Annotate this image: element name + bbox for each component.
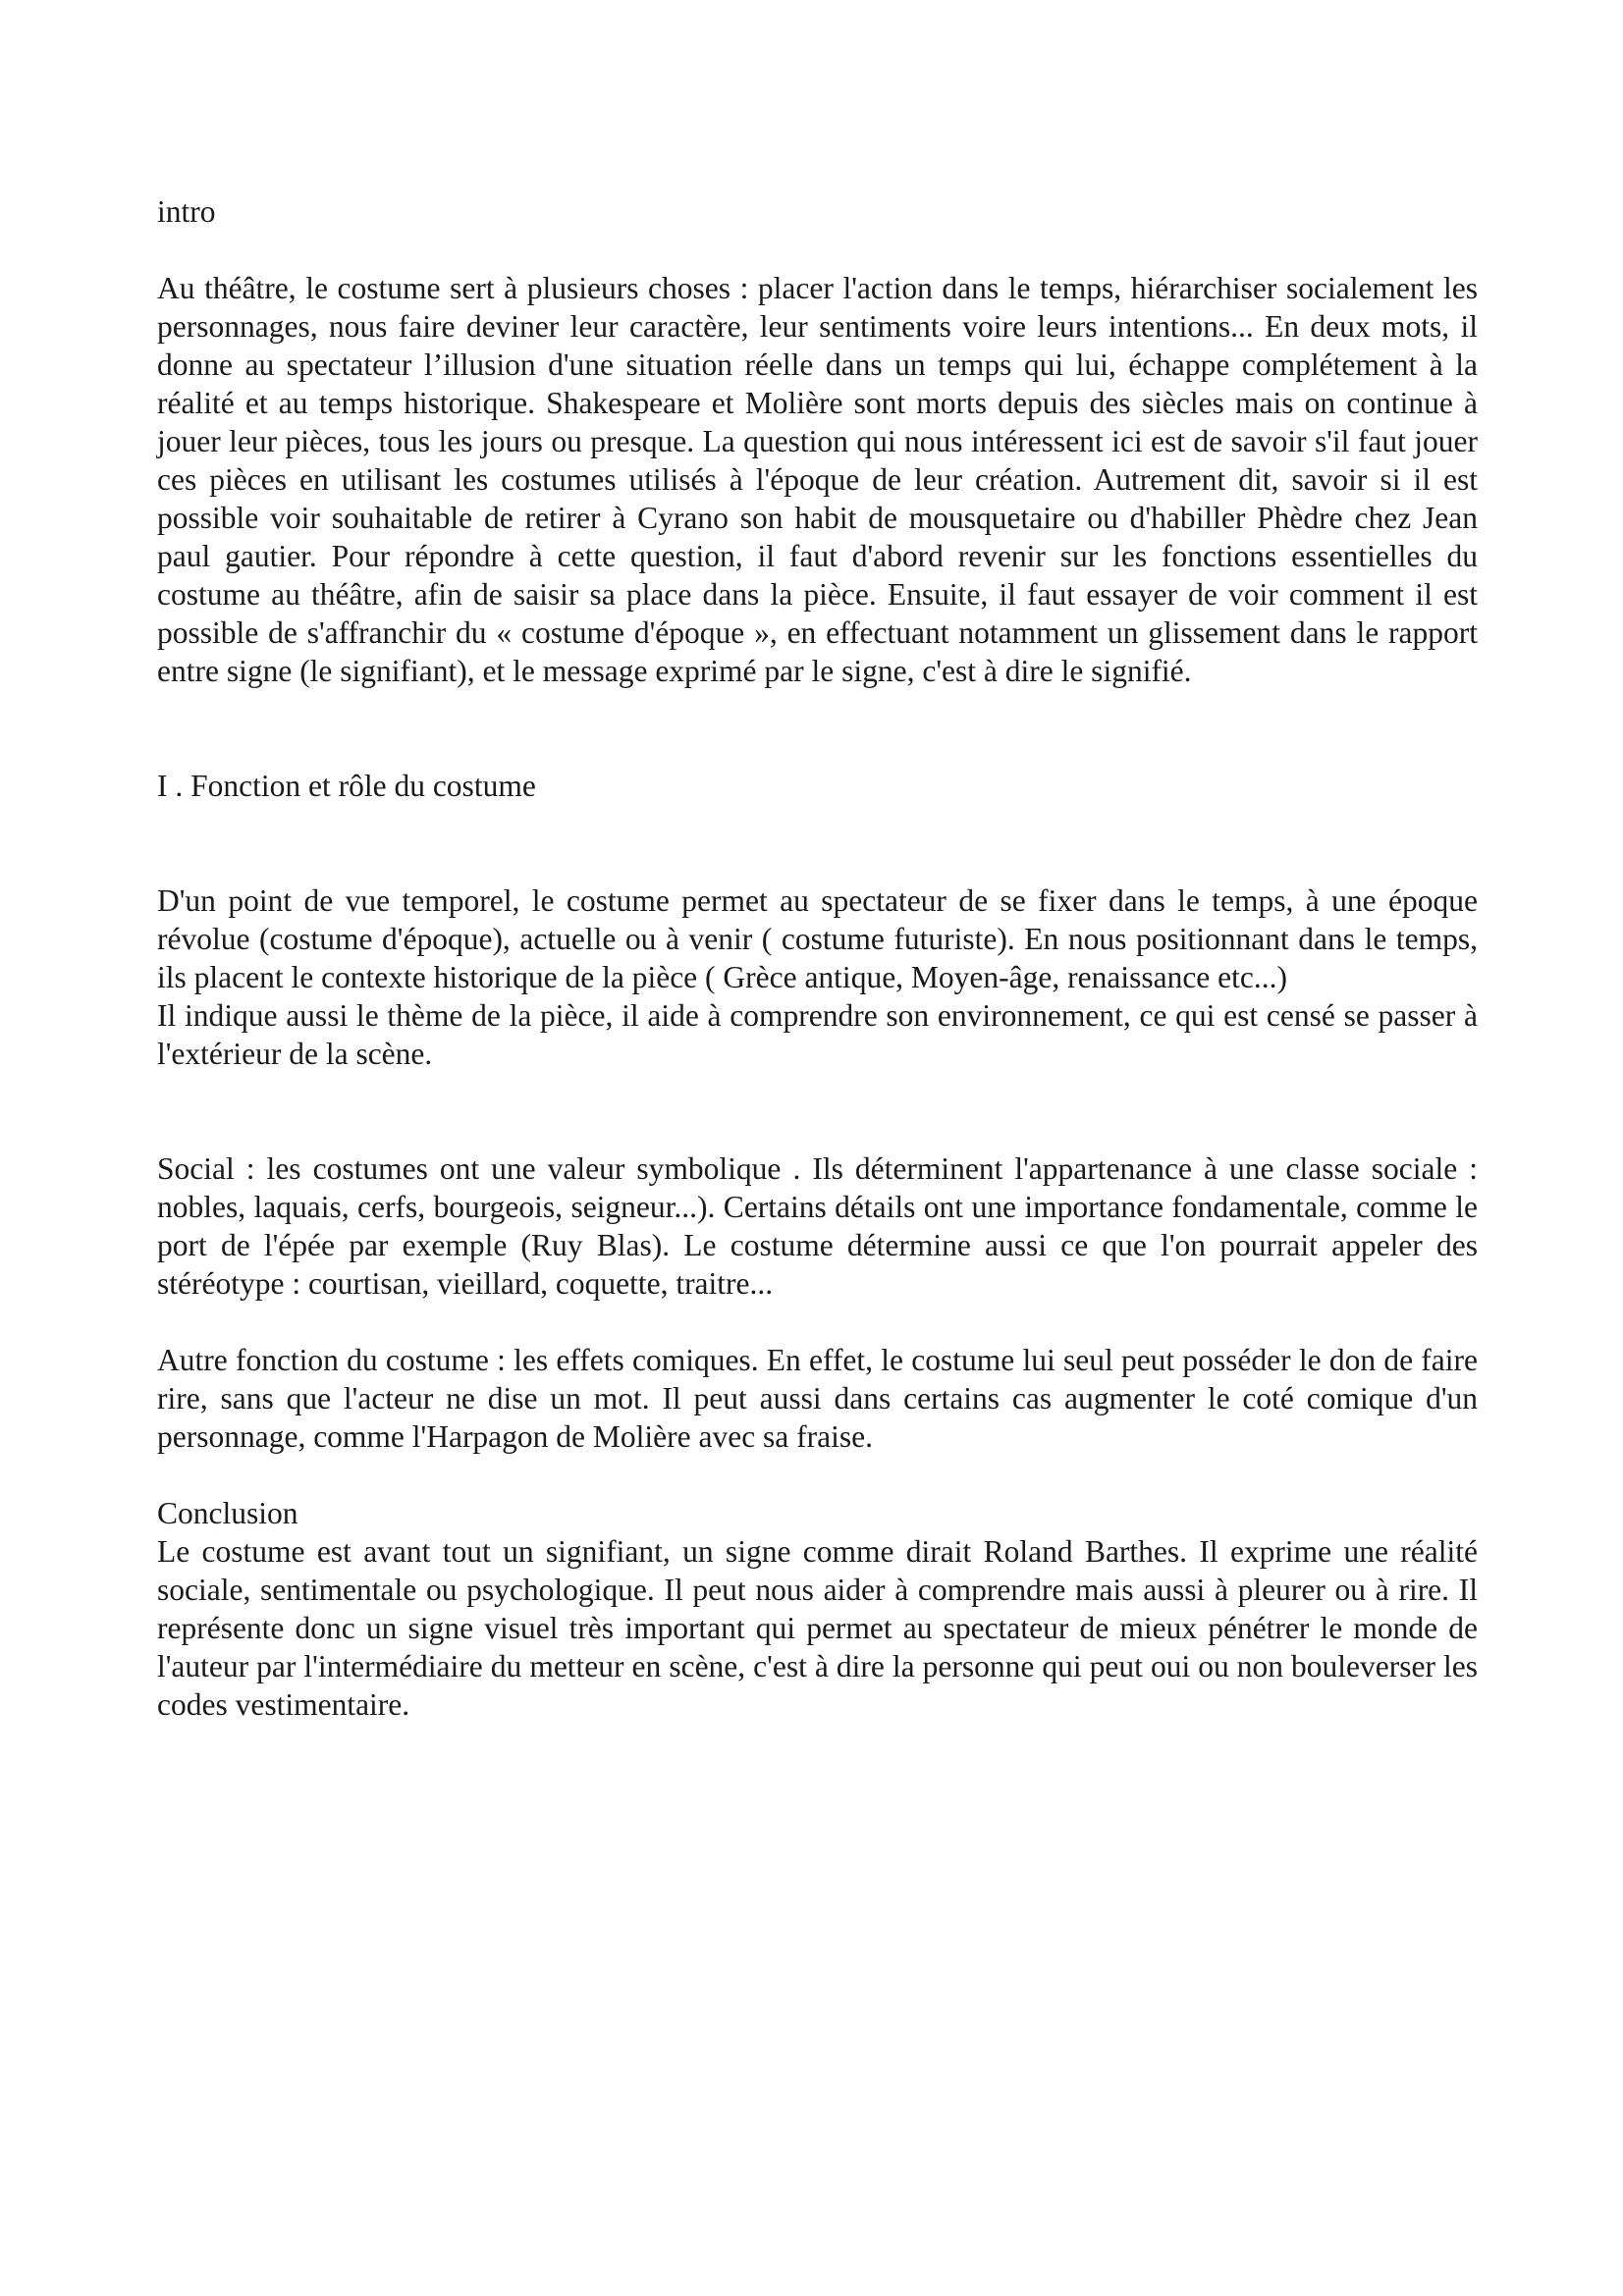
- spacer: [157, 1073, 1478, 1149]
- document-page: [157, 192, 1478, 1724]
- conclusion-paragraph: Le costume est avant tout un signifiant, un signe comme dirait Roland Barthes. Il exprime une réalité sociale, sentimentale ou psychologique. Il peut nous aider à comprendre mais aussi à pleurer ou à rire. Il représente donc un signe visuel très important qui permet au spectateur de mieux pénétrer le monde de l'auteur par l'intermédiaire du metteur en scène, c'est à dire la personne qui peut oui ou non bouleverser les codes vestimentaire.: [157, 1534, 1478, 1722]
- spacer: [157, 690, 1478, 767]
- social-paragraph: Social : les costumes ont une valeur symbolique . Ils déterminent l'appartenance à une classe sociale : nobles, laquais, cerfs, bourgeois, seigneur...). Certains détails ont une importance fondamentale, comme le port de l'épée par exemple (Ruy Blas). Le costume détermine aussi ce que l'on pourrait appeler des stéréotype : courtisan, vieillard, coquette, traitre...: [157, 1151, 1478, 1301]
- temporal-paragraph: D'un point de vue temporel, le costume permet au spectateur de se fixer dans le temps, à une époque révolue (costume d'époque), actuelle ou à venir ( costume futuriste). En nous positionnant dans le temps, ils placent le contexte historique de la pièce ( Grèce antique, Moyen-âge, renaissance etc...): [157, 883, 1478, 994]
- comic-paragraph: Autre fonction du costume : les effets comiques. En effet, le costume lui seul peut posséder le don de faire rire, sans que l'acteur ne dise un mot. Il peut aussi dans certains cas augmenter le coté comique d'un personnage, comme l'Harpagon de Molière avec sa fraise.: [157, 1343, 1478, 1454]
- intro-label: intro: [157, 194, 216, 229]
- section-heading: I . Fonction et rôle du costume: [157, 769, 536, 803]
- spacer: [157, 1303, 1478, 1341]
- spacer: [157, 805, 1478, 881]
- intro-paragraph: Au théâtre, le costume sert à plusieurs choses : placer l'action dans le temps, hiérarchiser socialement les personnages, nous faire deviner leur caractère, leur sentiments voire leurs intentions... En deux mots, il donne au spectateur l’illusion d'une situation réelle dans un temps qui lui, échappe complétement à la réalité et au temps historique. Shakespeare et Molière sont morts depuis des siècles mais on continue à jouer leur pièces, tous les jours ou presque. La question qui nous intéressent ici est de savoir s'il faut jouer ces pièces en utilisant les costumes utilisés à l'époque de leur création. Autrement dit, savoir si il est possible voir souhaitable de retirer à Cyrano son habit de mousquetaire ou d'habiller Phèdre chez Jean paul gautier. Pour répondre à cette question, il faut d'abord revenir sur les fonctions essentielles du costume au théâtre, afin de saisir sa place dans la pièce. Ensuite, il faut essayer de voir comment il est possible de s'affranchir du « costume d'époque », en effectuant notamment un glissement dans le rapport entre signe (le signifiant), et le message exprimé par le signe, c'est à dire le signifié.: [157, 271, 1478, 688]
- spacer: [157, 231, 1478, 269]
- theme-paragraph: Il indique aussi le thème de la pièce, il aide à comprendre son environnement, ce qui est censé se passer à l'extérieur de la scène.: [157, 998, 1478, 1071]
- spacer: [157, 1456, 1478, 1494]
- conclusion-label: Conclusion: [157, 1496, 298, 1530]
